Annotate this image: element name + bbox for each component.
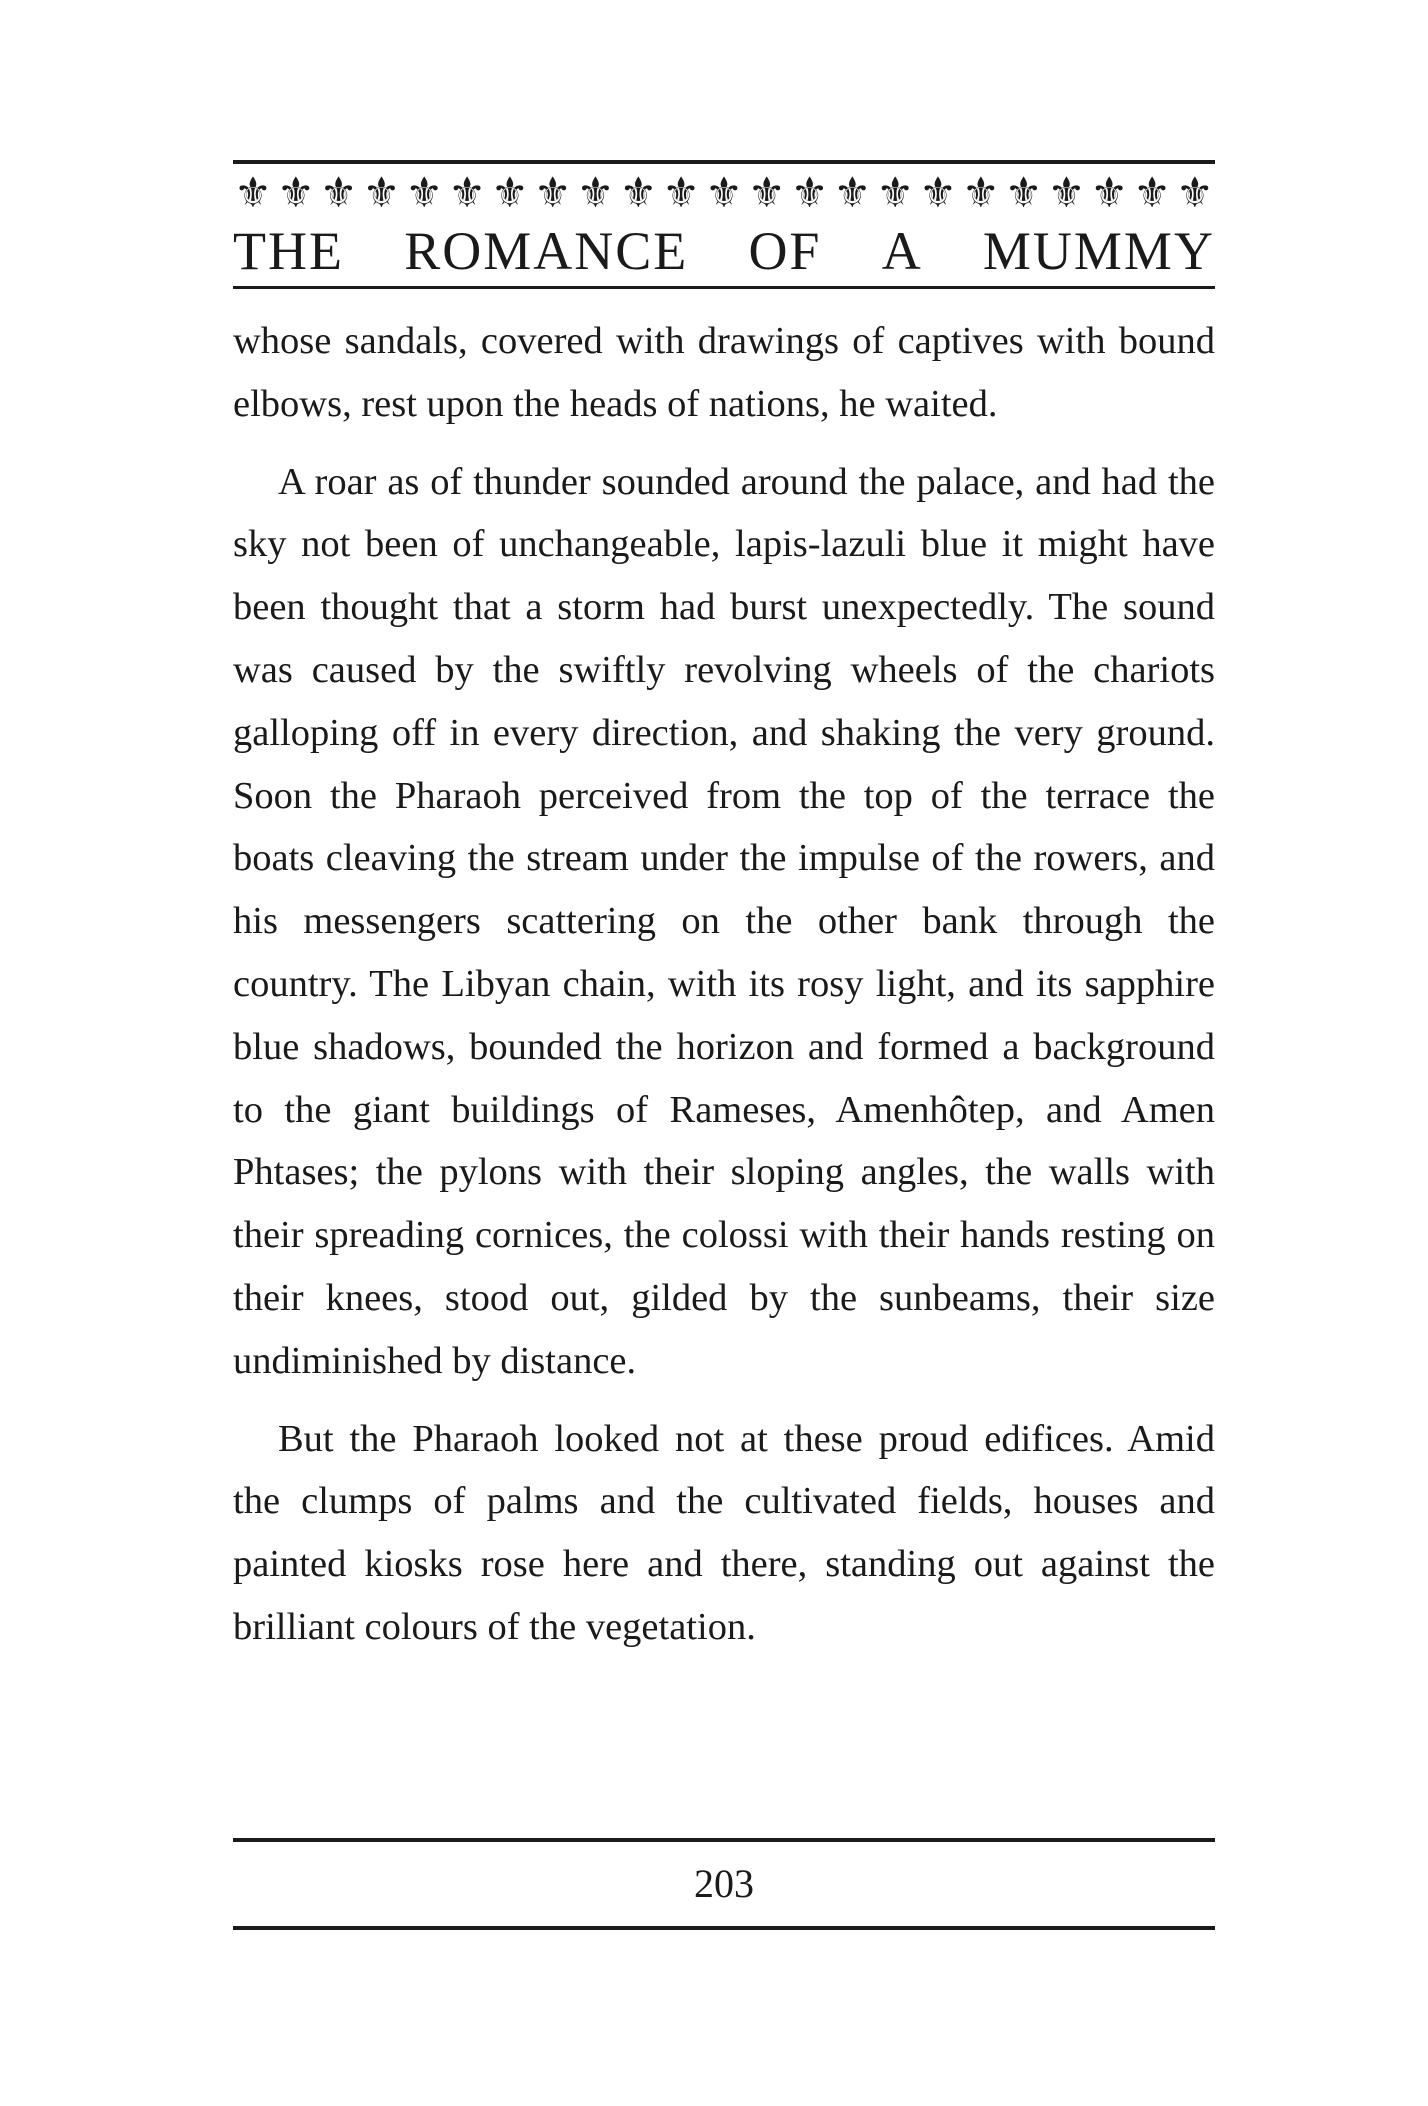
fleur-de-lis-icon: ⚜ xyxy=(705,168,743,217)
fleur-de-lis-icon: ⚜ xyxy=(1090,168,1129,217)
fleur-de-lis-icon: ⚜ xyxy=(405,168,444,217)
fleur-de-lis-icon: ⚜ xyxy=(790,168,829,217)
fleur-de-lis-icon: ⚜ xyxy=(576,168,615,217)
fleur-de-lis-icon: ⚜ xyxy=(619,168,658,217)
running-title-word: OF xyxy=(748,221,822,281)
fleur-de-lis-icon: ⚜ xyxy=(276,168,315,217)
running-title-word: THE xyxy=(233,221,344,281)
fleur-de-lis-icon: ⚜ xyxy=(662,168,700,217)
fleur-de-lis-icon: ⚜ xyxy=(961,168,1000,217)
footer-top-rule xyxy=(233,1838,1215,1842)
paragraph-pharaoh-looked: But the Pharaoh looked not at these proud edifices. Amid the clumps of palms and the cultivated fields, houses and painted kiosks rose here and there, standing out against the brilliant colours of the vegetation. xyxy=(233,1417,1215,1648)
fleur-de-lis-icon: ⚜ xyxy=(747,168,786,217)
fleur-de-lis-icon: ⚜ xyxy=(876,168,915,217)
footer-bottom-rule xyxy=(233,1926,1215,1930)
fleur-de-lis-icon: ⚜ xyxy=(919,168,957,217)
fleur-de-lis-icon: ⚜ xyxy=(319,168,358,217)
fleur-de-lis-icon: ⚜ xyxy=(1133,168,1171,217)
running-title-word: ROMANCE xyxy=(404,221,689,281)
running-title-word: MUMMY xyxy=(982,221,1215,281)
running-title-word: A xyxy=(881,221,923,281)
paragraph-roar-of-thunder: A roar as of thunder sounded around the palace, and had the sky not been of unchangeable, lapis-lazuli blue it might have been thought that a storm had burst unexpectedly. The sound was caused by the swiftly revolving wheels of the chariots galloping off in every direction, and shaking the very ground. Soon the Pharaoh perceived from the top of the terrace the boats cleaving the stream under the impulse of the rowers, and his messengers scattering on the other bank through the country. The Libyan chain, with its rosy light, and its sapphire blue shadows, bounded the horizon and formed a background to the giant buildings of Rameses, Amenhôtep, and Amen Phtases; the pylons with their sloping angles, the walls with their spreading cornices, the colossi with their hands resting on their knees, stood out, gilded by the sunbeams, their size undiminished by distance. xyxy=(233,460,1215,1382)
fleur-de-lis-icon: ⚜ xyxy=(533,168,572,217)
paragraph-continuation: whose sandals, covered with drawings of captives with bound elbows, rest upon the heads of nations, he waited. xyxy=(233,320,1215,425)
page-number: 203 xyxy=(694,1861,754,1906)
fleur-de-lis-icon: ⚜ xyxy=(491,168,529,217)
fleur-de-lis-icon: ⚜ xyxy=(1047,168,1086,217)
running-title xyxy=(233,218,1215,284)
header-top-rule xyxy=(233,160,1215,164)
header-bottom-rule xyxy=(233,286,1215,289)
fleur-de-lis-icon: ⚜ xyxy=(234,168,272,217)
fleur-de-lis-icon: ⚜ xyxy=(1004,168,1043,217)
fleur-de-lis-icon: ⚜ xyxy=(833,168,872,217)
fleur-de-lis-ornament-band xyxy=(233,170,1215,216)
fleur-de-lis-icon: ⚜ xyxy=(362,168,401,217)
fleur-de-lis-icon: ⚜ xyxy=(1176,168,1214,217)
fleur-de-lis-icon: ⚜ xyxy=(448,168,486,217)
body-text xyxy=(233,310,1215,1659)
